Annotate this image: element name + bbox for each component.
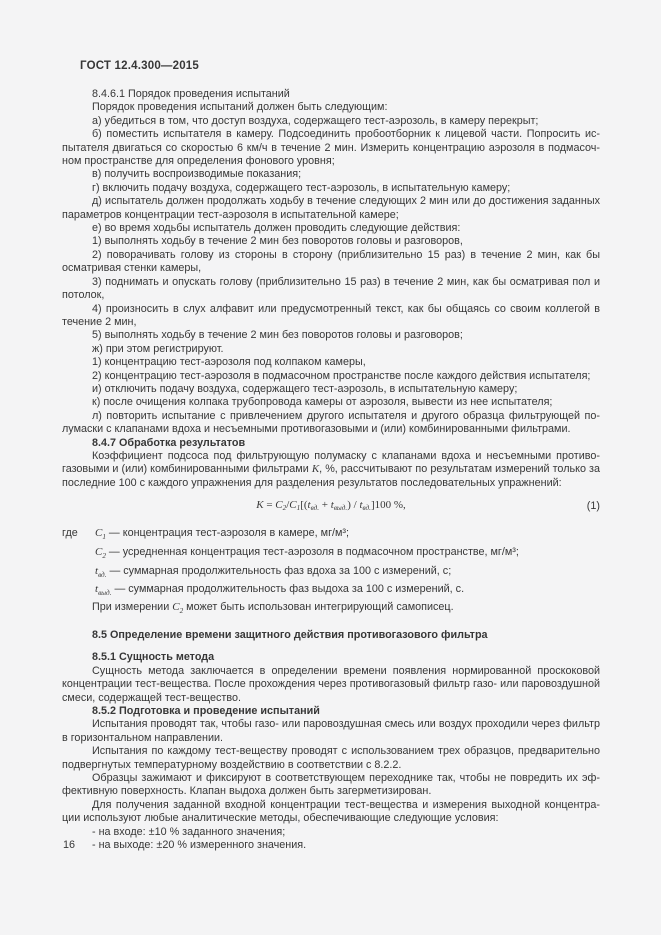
list-item-5: 5) выполнять ходьбу в течение 2 мин без поворотов головы и разговоров; (92, 329, 463, 342)
where-row: гдеC$_1$ — концентрация тест-аэрозоля в камере, мг/м³; (62, 526, 350, 541)
condition-input: - на входе: ±10 % заданного значения; (92, 825, 286, 838)
list-item-l: л) повторить испытание с привлечением другого испытателя и другого образца фильтрующей полумаски с клапанами вдоха и несъемными противогазовыми и (или) комбинированными фильтрами. (62, 409, 600, 436)
list-item-4: 4) произносить в слух алфавит или предусмотренный текст, как бы общаясь со своим коллегой в течение 2 мин, (62, 302, 600, 328)
formula: $K = C_2/C_1[(t_{вд.} + t_{выд.}) / t_{вд.}]100$ %, (256, 499, 406, 513)
list-item-a: а) убедиться в том, что доступ воздуха, содержащего тест-аэрозоль, в камеру перекрыт; (92, 114, 539, 127)
subsection-title-8461: 8.4.6.1 Порядок проведения испытаний (92, 88, 290, 100)
paragraph: Для получения заданной входной концентрации тест-вещества и измерения выходной концентрации используют любые аналитические методы, обеспечивающие следующие условия: (62, 798, 600, 825)
section-heading-85: 8.5 Определение времени защитного действия противогазового фильтра (92, 628, 488, 641)
list-item-reg-1: 1) концентрацию тест-аэрозоля под колпаком камеры, (92, 356, 366, 369)
list-item-e: е) во время ходьбы испытатель должен проводить следующие действия: (92, 222, 461, 235)
coeff-text-before: Коэффициент подсоса под фильтрующую полумаску с клапанами вдоха и несъемными противогазовыми и (или) комбинированными фильтрами (62, 449, 600, 476)
list-item-2: 2) поворачивать голову из стороны в сторону (приблизительно 15 раз) в течение 2 мин, как бы осматривая стенки камеры, (62, 248, 600, 275)
paragraph-coefficient (62, 450, 600, 490)
list-item-i: и) отключить подачу воздуха, содержащего тест-аэрозоль, в испытательную камеру; (92, 382, 518, 395)
section-heading-852: 8.5.2 Подготовка и проведение испытаний (92, 705, 320, 717)
coeff-text-after: , %, рассчитывают по результатам измерений только за последние 100 с каждого упражнения для разделения результатов последовательных упражнений: (62, 463, 600, 489)
section-heading-847: 8.4.7 Обработка результатов (92, 436, 246, 449)
list-item-zh: ж) при этом регистрируют. (92, 342, 224, 355)
paragraph-note: При измерении $С_2$ может быть использован интегрирующий самописец. (92, 601, 454, 616)
list-item-reg-2: 2) концентрацию тест-аэрозоля в подмасочном пространстве после каждого действия испытателя; (92, 369, 591, 382)
list-item-1: 1) выполнять ходьбу в течение 2 мин без поворотов головы и разговоров, (92, 235, 463, 248)
condition-output: - на выходе: ±20 % измеренного значения. (92, 839, 307, 852)
doc-number: ГОСТ 12.4.300—2015 (80, 60, 199, 72)
where-prefix: где (62, 526, 78, 539)
list-item-k: к) после очищения колпака трубопровода камеры от аэрозоля, вывести из нее испытателя; (92, 396, 553, 409)
paragraph: Образцы зажимают и фиксируют в соответствующем переходнике так, чтобы не повредить их эффективную поверхность. Клапан выдоха должен быть загерметизирован. (62, 772, 600, 798)
paragraph: Испытания проводят так, чтобы газо- или паровоздушная смесь или воздух проходили через фильтр в горизонтальном направлении. (62, 718, 600, 744)
list-item-d: д) испытатель должен продолжать ходьбу в течение следующих 2 мин или до достижения заданных параметров концентрации тест-аэрозоля в испытательной камере; (62, 195, 600, 221)
page-number: 16 (63, 839, 76, 851)
paragraph: Сущность метода заключается в определении времени появления нормированной проскоковой концентрации тест-вещества. После прохождения через противогазовый фильтр газо- или паровоздушной смеси, содержащей тест-вещество. (62, 664, 600, 704)
page-content (62, 88, 600, 852)
list-item-v: в) получить воспроизводимые показания; (92, 168, 302, 181)
list-item-3: 3) поднимать и опускать голову (приблизительно 15 раз) в течение 2 мин, как бы осматривая пол и потолок, (62, 275, 600, 302)
where-row: $t_{выд.}$ — суммарная продолжительность фаз выдоха за 100 с измерений, с. (95, 583, 465, 598)
list-item-b: б) поместить испытателя в камеру. Подсоединить пробоотборник к лицевой части. Попросить испытателя двигаться со скоростью 6 км/ч в течение 2 мин. Измерить концентрацию аэрозоля в подмасочном пространстве для определения фонового уровня; (62, 128, 600, 168)
paragraph: Порядок проведения испытаний должен быть следующим: (92, 101, 388, 114)
where-row: $t_{вд.}$ — суммарная продолжительность фаз вдоха за 100 с измерений, с; (95, 564, 452, 579)
section-heading-851: 8.5.1 Сущность метода (92, 651, 215, 664)
list-item-g: г) включить подачу воздуха, содержащего тест-аэрозоль, в испытательную камеру; (92, 181, 511, 194)
coeff-symbol: К (311, 463, 320, 476)
where-row: $C_2$ — усредненная концентрация тест-аэрозоля в подмасочном пространстве, мг/м³; (95, 545, 519, 560)
paragraph: Испытания по каждому тест-веществу проводят с использованием трех образцов, предварительно подвергнутых температурному воздействию в соответствии с 8.2.2. (62, 745, 600, 771)
formula-number: (1) (586, 500, 600, 513)
formula-row (62, 499, 600, 515)
